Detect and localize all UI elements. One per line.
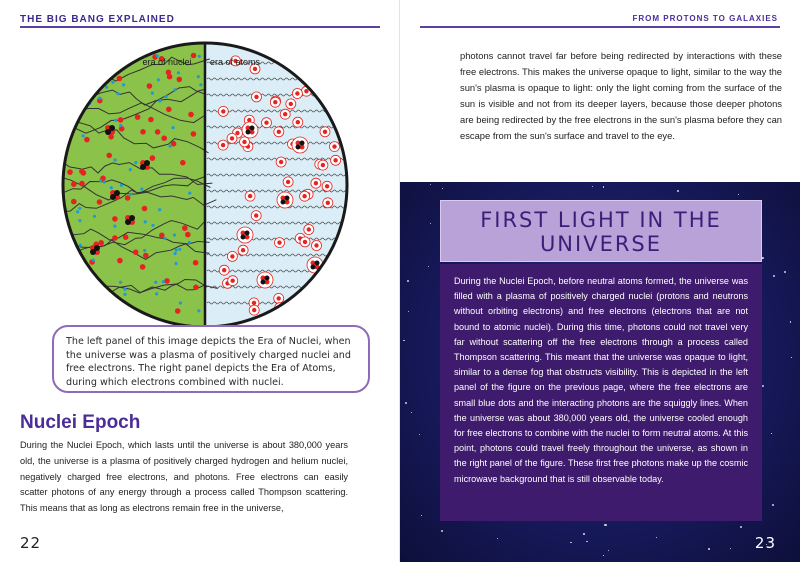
hydrogen-nucleus [241,248,245,252]
helium-neutron [296,145,301,150]
star [738,194,739,195]
hydrogen-nucleus [286,180,290,184]
helium-atom-shell [242,122,258,138]
star [497,538,498,539]
free-electron [114,158,117,161]
proton [161,135,167,141]
proton [147,83,153,89]
hydrogen-nucleus [302,293,306,297]
proton [193,260,199,266]
free-electron [169,145,172,148]
free-electron [82,134,85,137]
free-electron [98,97,101,100]
helium-atom-shell [292,137,308,153]
star [428,266,429,267]
sidebar-text-box: During the Nuclei Epoch, before neutral atoms formed, the universe was filled with a plasma of positively charged nuclei (protons and neutrons without orbiting electrons) and free electrons (electrons that are not bound to atomic nuclei). During this time, photons could not travel very far without scattering off the free electrons through a process called Thompson scattering. This meant that the universe was opaque to light, similar to a dense fog that obstructs visibility. This is depicted in the left panel of the figure on the previous page, where the free electrons are small blue dots and the interacting photons are the squiggly lines. When the universe was about 380,000 years old, the universe cooled enough for free electrons to combine with the nuclei to form neutral atoms. At this point, photons could travel freely throughout the universe, as shown in the right panel of the figure. These first free photons make up the cosmic microwave background that is still observable today. [440,264,762,521]
free-electron [83,266,86,269]
star [604,524,606,526]
free-electron [158,208,161,211]
proton [67,169,73,175]
body-text-right: photons cannot travel far before being redirected by interactions with these free electrons. This makes the universe opaque to light, similar to the way the sun's plasma is opaque to light: only the light coming from the surface of the sun is visible and not from its deeper layers, because those deeper photons are being redirected by the free electrons in the sun's plasma before they can escape from the sun's surface and travel to the eye. [460,50,782,141]
proton [191,53,197,59]
plasma-diagram [55,35,355,335]
hydrogen-nucleus [230,254,234,258]
free-electron [113,225,116,228]
proton [193,285,199,291]
free-electron [197,75,200,78]
helium-neutron [265,276,270,281]
hydrogen-nucleus [298,302,302,306]
free-electron [81,100,84,103]
free-electron [178,248,181,251]
proton [112,216,118,222]
free-electron [129,193,132,196]
free-electron [179,301,182,304]
hydrogen-nucleus [254,95,258,99]
helium-neutron [245,231,250,236]
hydrogen-nucleus [303,240,307,244]
hydrogen-nucleus [321,163,325,167]
hydrogen-nucleus [279,160,283,164]
free-electron [96,299,99,302]
star [411,412,412,413]
helium-neutron [246,130,251,135]
free-electron [78,207,81,210]
free-electron [78,219,81,222]
helium-neutron [315,261,320,266]
free-electron [197,309,200,312]
star [430,223,431,224]
free-electron [157,78,160,81]
right-page [400,0,800,562]
running-head-left: THE BIG BANG EXPLAINED [20,14,175,25]
free-electron [140,187,143,190]
free-electron [99,179,102,182]
hydrogen-nucleus [289,102,293,106]
proton [71,181,77,187]
header-rule-right [420,26,780,28]
free-electron [174,252,177,255]
proton [119,126,125,132]
hydrogen-nucleus [310,293,314,297]
free-electron [78,109,81,112]
proton [106,312,112,318]
proton [175,308,181,314]
hydrogen-nucleus [325,184,329,188]
header-rule-left [20,26,380,28]
atoms-panel [205,35,355,335]
figure-caption: The left panel of this image depicts the Era of Nuclei, when the universe was a plasma of positively charged nuclei and free electrons. The right panel depicts the Era of Atoms, during which electrons combined with nuclei. [52,325,370,393]
proton [135,114,141,120]
helium-atom-shell [237,227,253,243]
star [730,548,731,549]
sidebar-title: FIRST LIGHT IN THE UNIVERSE [480,208,722,256]
proton [164,278,170,284]
hydrogen-nucleus [333,158,337,162]
proton [148,117,154,123]
free-electron [172,126,175,129]
helium-neutron [261,280,266,285]
star [442,188,443,189]
star [405,402,407,404]
free-electron [105,86,108,89]
free-electron [85,97,88,100]
proton [69,58,75,64]
star [570,542,572,544]
proton [70,100,76,106]
hydrogen-nucleus [231,279,235,283]
hydrogen-nucleus [235,131,239,135]
label-era-atoms: era of atoms [209,57,261,67]
free-electron [198,55,201,58]
helium-atom-shell [277,192,293,208]
hydrogen-atom-shell [334,246,344,256]
helium-neutron [311,265,316,270]
hydrogen-nucleus [307,227,311,231]
star [421,515,422,516]
helium-atom-shell [257,272,273,288]
star [430,184,432,186]
hydrogen-nucleus [277,296,281,300]
hydrogen-nucleus [221,143,225,147]
hydrogen-atom-shell [295,300,305,310]
hydrogen-nucleus [248,194,252,198]
hydrogen-nucleus [253,67,257,71]
star [603,186,604,187]
star [608,550,609,551]
proton [79,169,85,175]
proton [69,257,75,263]
hydrogen-nucleus [332,144,336,148]
free-electron [110,186,113,189]
helium-neutron [140,164,146,170]
star [403,340,405,342]
star [773,275,775,277]
proton [155,129,161,135]
star [784,271,786,273]
hydrogen-nucleus [222,268,226,272]
proton [84,137,90,143]
body-text-left: During the Nuclei Epoch, which lasts until the universe is about 380,000 years old, the universe is a plasma of positively charged hydrogen and helium nuclei, negatively charged free electrons, and photons. Free electrons can easily scatter photons of any energy through a process called Thompson scattering. This means that as long as electrons remain free in the universe, [20,440,348,514]
proton [97,199,103,205]
helium-neutron [90,249,96,255]
hydrogen-atom-shell [330,82,340,92]
free-electron [154,281,157,284]
proton [185,232,191,238]
hydrogen-nucleus [337,248,341,252]
hydrogen-nucleus [221,109,225,113]
proton [180,160,186,166]
hydrogen-nucleus [326,201,330,205]
free-electron [155,292,158,295]
proton [188,112,194,118]
hydrogen-nucleus [230,136,234,140]
free-electron [103,295,106,298]
proton [106,153,112,159]
star [407,280,409,282]
hydrogen-atom-shell [314,58,324,68]
section-title: Nuclei Epoch [20,412,141,433]
hydrogen-nucleus [314,181,318,185]
proton [71,199,77,205]
free-electron [124,288,127,291]
hydrogen-nucleus [304,89,308,93]
hydrogen-nucleus [340,100,344,104]
hydrogen-nucleus [317,61,321,65]
hydrogen-nucleus [332,85,336,89]
hydrogen-nucleus [295,91,299,95]
proton [171,141,177,147]
proton [125,195,131,201]
star [677,190,679,192]
proton [118,117,124,123]
hydrogen-nucleus [296,120,300,124]
star [790,321,792,323]
free-electron [199,83,202,86]
star [592,186,593,187]
free-electron [173,88,176,91]
proton [98,240,104,246]
proton [112,235,118,241]
helium-neutron [285,196,290,201]
page-number-left: 22 [20,534,42,552]
free-electron [188,241,191,244]
proton [150,155,156,161]
helium-neutron [110,194,116,200]
free-electron [144,220,147,223]
proton [191,131,197,137]
free-electron [111,81,114,84]
free-electron [188,192,191,195]
free-electron [163,237,166,240]
hydrogen-nucleus [252,301,256,305]
free-electron [175,262,178,265]
free-electron [151,224,154,227]
helium-neutron [125,219,131,225]
star [586,541,587,542]
hydrogen-nucleus [277,240,281,244]
star [708,548,710,550]
star [771,433,772,434]
proton [142,206,148,212]
proton [167,74,173,80]
proton [123,234,129,240]
free-electron [76,210,79,213]
hydrogen-atom-shell [337,98,347,108]
star [603,555,604,556]
free-electron [101,68,104,71]
free-electron [119,281,122,284]
star [419,434,420,435]
hydrogen-nucleus [302,194,306,198]
hydrogen-nucleus [273,100,277,104]
proton [85,56,91,62]
free-electron [93,215,96,218]
free-electron [134,161,137,164]
hydrogen-nucleus [323,130,327,134]
helium-neutron [300,141,305,146]
star [583,533,585,535]
running-head-right: FROM PROTONS TO GALAXIES [632,14,778,23]
free-electron [129,168,132,171]
helium-neutron [105,129,111,135]
free-electron [158,99,161,102]
star [791,357,792,358]
star [656,537,657,538]
free-electron [122,83,125,86]
proton [177,77,183,83]
helium-neutron [250,126,255,131]
star [740,526,742,528]
star [441,530,443,532]
hydrogen-nucleus [314,243,318,247]
free-electron [123,293,126,296]
proton [99,299,105,305]
hydrogen-nucleus [254,213,258,217]
free-electron [79,244,82,247]
free-electron [173,233,176,236]
free-electron [82,273,85,276]
free-electron [119,124,122,127]
free-electron [114,119,117,122]
helium-neutron [241,235,246,240]
proton [140,129,146,135]
proton [182,225,188,231]
proton [166,107,172,113]
hydrogen-nucleus [242,140,246,144]
free-electron [120,184,123,187]
proton [159,233,165,239]
free-electron [175,249,178,252]
free-electron [117,92,120,95]
hydrogen-nucleus [277,130,281,134]
proton [117,76,123,82]
star [772,504,774,506]
proton [117,258,123,264]
star [408,311,409,312]
hydrogen-atom-shell [307,291,317,301]
proton [143,253,149,259]
label-era-nuclei: era of nuclei [142,57,192,67]
proton [68,307,74,313]
free-electron [162,280,165,283]
hydrogen-nucleus [283,112,287,116]
free-electron [75,95,78,98]
free-electron [151,92,154,95]
proton [79,181,85,187]
free-electron [164,95,167,98]
free-electron [103,180,106,183]
free-electron [92,259,95,262]
free-electron [74,86,77,89]
helium-neutron [281,200,286,205]
page-number-right: 23 [754,534,776,552]
free-electron [177,71,180,74]
free-electron [143,249,146,252]
proton [133,249,139,255]
free-electron [71,258,74,261]
hydrogen-nucleus [264,121,268,125]
proton [140,264,146,270]
hydrogen-nucleus [252,308,256,312]
sidebar-title-box [440,200,762,262]
